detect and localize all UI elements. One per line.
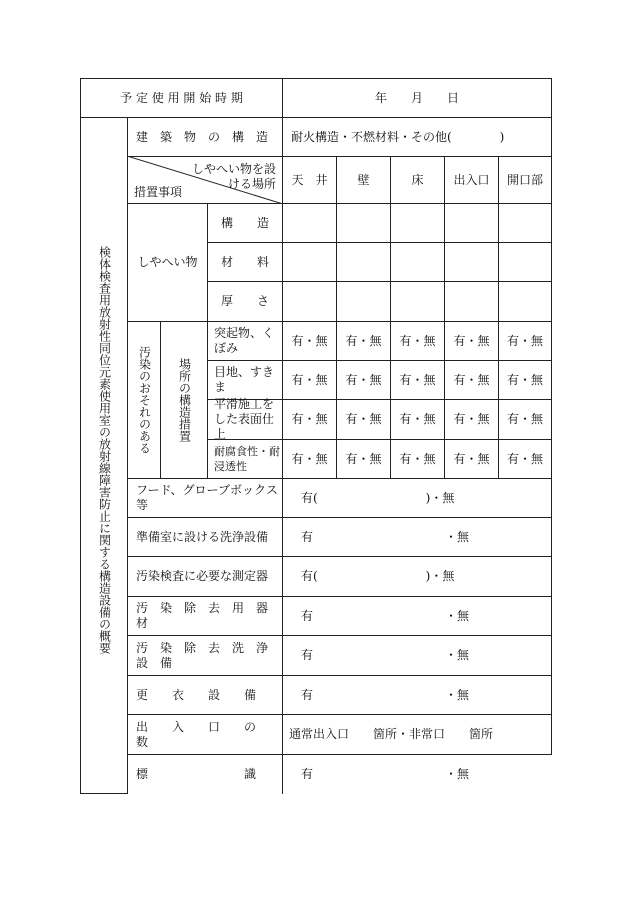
place-ceiling-text: 天 井 <box>291 172 328 187</box>
contam-corrosion-text: 耐腐食性・耐浸透性 <box>214 445 280 473</box>
yesno-text: 有・無 <box>506 412 543 426</box>
equip-label-text: 更 衣 設 備 <box>136 687 257 702</box>
shield-cell[interactable] <box>282 203 337 243</box>
yesno-cell[interactable] <box>390 399 445 440</box>
equip-label-text: 汚 染 除 去 洗 浄 設 備 <box>136 640 281 670</box>
building-label-text: 建 築 物 の 構 造 <box>136 129 269 144</box>
shield-cell[interactable] <box>444 242 499 282</box>
yesno-text: 有・無 <box>453 333 490 348</box>
yesno-text: 有・無 <box>399 412 436 426</box>
equip-label-text: フード、グローブボックス等 <box>136 483 278 512</box>
place-entrance-text: 出入口 <box>453 172 490 187</box>
contam-row-corrosion <box>207 439 283 479</box>
start-value-text: 年 月 日 <box>374 90 459 105</box>
yesno-text: 有・無 <box>399 333 436 348</box>
start-label-text: 予 定 使 用 開 始 時 期 <box>120 90 243 105</box>
diag-top-text: しやへい物を設ける場所 <box>191 162 276 191</box>
yesno-cell[interactable] <box>336 399 391 440</box>
equip-label-text: 準備室に設ける洗浄設備 <box>136 529 269 544</box>
yesno-cell[interactable] <box>390 321 445 361</box>
shield-structure-text: 構 造 <box>220 215 269 230</box>
equip-label-changing <box>127 675 283 715</box>
shield-cell[interactable] <box>444 281 499 322</box>
form-table <box>80 78 552 794</box>
equip-label-decon-tools <box>127 596 283 636</box>
diag-bottom-text: 措置事項 <box>134 185 183 199</box>
equip-label-text: 汚染検査に必要な測定器 <box>136 569 269 583</box>
equip-value-text: 有( )・無 <box>301 569 455 583</box>
yesno-cell[interactable] <box>498 399 552 440</box>
equip-value-decon-tools[interactable] <box>282 596 552 636</box>
yesno-text: 有・無 <box>345 372 382 387</box>
equip-label-meter <box>127 556 283 597</box>
contam-label-col1 <box>127 321 161 479</box>
shield-cell[interactable] <box>498 242 552 282</box>
shield-cell[interactable] <box>336 281 391 322</box>
equip-label-signage <box>127 754 283 794</box>
shield-cell[interactable] <box>390 242 445 282</box>
contam-label-col2-text: 場所の構造措置 <box>177 358 192 442</box>
yesno-cell[interactable] <box>390 439 445 479</box>
equip-label-exits <box>127 714 283 755</box>
yesno-cell[interactable] <box>444 321 499 361</box>
place-floor-text: 床 <box>411 172 424 187</box>
equip-value-text: 通常出入口 箇所・非常口 箇所 <box>289 727 494 741</box>
equip-label-hood <box>127 478 283 518</box>
equip-value-hood[interactable] <box>282 478 552 518</box>
shield-row-material <box>207 242 283 282</box>
equip-label-decon-wash <box>127 635 283 676</box>
equip-value-text: 有 ・無 <box>301 767 470 781</box>
place-floor <box>390 156 445 204</box>
equip-label-text: 出 入 口 の 数 <box>136 719 281 749</box>
yesno-text: 有・無 <box>506 372 543 387</box>
yesno-cell[interactable] <box>498 360 552 400</box>
equip-value-text: 有 ・無 <box>301 529 470 544</box>
contam-protrusion-text: 突起物、くぼみ <box>214 326 275 355</box>
place-opening-text: 開口部 <box>506 172 543 187</box>
place-entrance <box>444 156 499 204</box>
overview-title-cell <box>80 117 128 794</box>
yesno-cell[interactable] <box>282 399 337 440</box>
place-ceiling <box>282 156 337 204</box>
shield-cell[interactable] <box>282 281 337 322</box>
yesno-cell[interactable] <box>498 439 552 479</box>
contam-label-col2 <box>160 321 208 479</box>
yesno-text: 有・無 <box>291 372 328 387</box>
shield-cell[interactable] <box>282 242 337 282</box>
equip-value-decon-wash[interactable] <box>282 635 552 676</box>
equip-label-text: 標 識 <box>136 767 257 781</box>
yesno-text: 有・無 <box>345 412 382 426</box>
contam-label-col1-text: 汚染のおそれのある <box>137 346 152 454</box>
yesno-cell[interactable] <box>282 439 337 479</box>
yesno-text: 有・無 <box>399 451 436 466</box>
place-wall <box>336 156 391 204</box>
equip-value-text: 有( )・無 <box>301 490 455 505</box>
yesno-text: 有・無 <box>345 451 382 466</box>
overview-title: 検体検査用放射性同位元素使用室の放射線障害防止に関する構造設備の概要 <box>97 246 112 654</box>
yesno-cell[interactable] <box>336 439 391 479</box>
contam-joint-text: 目地、すきま <box>214 365 275 394</box>
shield-label-text: しやへい物 <box>137 255 198 269</box>
shield-cell[interactable] <box>336 242 391 282</box>
yesno-cell[interactable] <box>390 360 445 400</box>
place-opening <box>498 156 552 204</box>
shield-cell[interactable] <box>444 203 499 243</box>
shield-cell[interactable] <box>390 281 445 322</box>
equip-label-text: 汚 染 除 去 用 器 材 <box>136 601 281 630</box>
yesno-text: 有・無 <box>506 333 543 348</box>
equip-value-text: 有 ・無 <box>301 608 470 623</box>
shield-cell[interactable] <box>498 203 552 243</box>
yesno-text: 有・無 <box>291 412 328 426</box>
yesno-cell[interactable] <box>444 439 499 479</box>
yesno-cell[interactable] <box>444 360 499 400</box>
yesno-text: 有・無 <box>345 333 382 348</box>
equip-value-wash-prep[interactable] <box>282 517 552 557</box>
yesno-text: 有・無 <box>399 372 436 387</box>
equip-label-wash-prep <box>127 517 283 557</box>
equip-value-text: 有 ・無 <box>301 687 470 702</box>
yesno-cell[interactable] <box>336 360 391 400</box>
yesno-text: 有・無 <box>291 333 328 348</box>
contam-smooth-text: 平滑施工をした表面仕上 <box>214 397 275 441</box>
equip-value-signage[interactable] <box>282 754 552 794</box>
yesno-text: 有・無 <box>453 412 490 426</box>
equip-value-exits[interactable] <box>282 714 552 755</box>
yesno-cell[interactable] <box>444 399 499 440</box>
yesno-text: 有・無 <box>506 451 543 466</box>
yesno-cell[interactable] <box>282 321 337 361</box>
equip-value-changing[interactable] <box>282 675 552 715</box>
yesno-cell[interactable] <box>282 360 337 400</box>
yesno-cell[interactable] <box>336 321 391 361</box>
shield-label <box>127 203 208 322</box>
contam-row-joint <box>207 360 283 400</box>
start-label <box>80 78 283 118</box>
building-value <box>282 117 552 157</box>
start-value <box>282 78 552 118</box>
shield-material-text: 材 料 <box>220 254 269 269</box>
shield-thickness-text: 厚 さ <box>220 294 269 308</box>
shield-cell[interactable] <box>498 281 552 322</box>
building-value-text: 耐火構造・不燃材料・その他( ) <box>291 129 505 144</box>
equip-value-text: 有 ・無 <box>301 648 470 662</box>
yesno-cell[interactable] <box>498 321 552 361</box>
shield-cell[interactable] <box>336 203 391 243</box>
building-label <box>127 117 283 157</box>
shield-row-thickness <box>207 281 283 322</box>
yesno-text: 有・無 <box>291 451 328 466</box>
shield-cell[interactable] <box>390 203 445 243</box>
equip-value-meter[interactable] <box>282 556 552 597</box>
yesno-text: 有・無 <box>453 451 490 466</box>
yesno-text: 有・無 <box>453 372 490 387</box>
contam-row-protrusion <box>207 321 283 361</box>
contam-row-smooth <box>207 399 283 440</box>
diagonal-header <box>127 156 283 204</box>
place-wall-text: 壁 <box>357 172 370 187</box>
shield-row-structure <box>207 203 283 243</box>
